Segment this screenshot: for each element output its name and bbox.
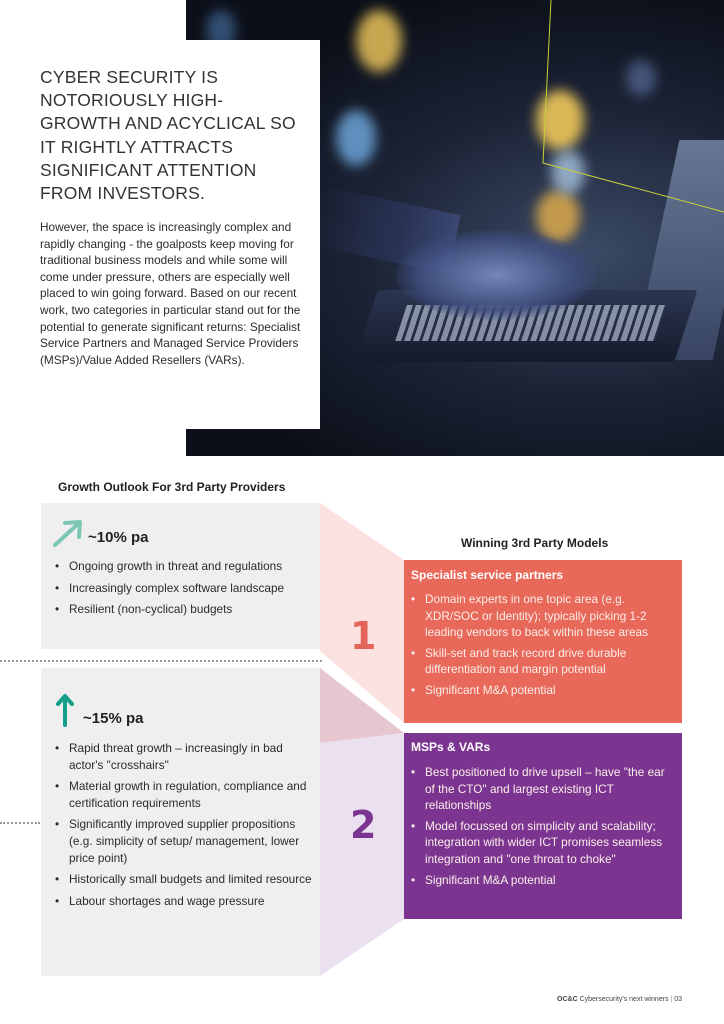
list-item: • Material growth in regulation, compliance and certification requirements	[55, 778, 313, 811]
list-item: • Best positioned to drive upsell – have "the ear of the CTO" and largest existing ICT relationships	[411, 764, 676, 814]
arrow-up-right-icon	[51, 519, 85, 549]
growth-bullets	[55, 558, 313, 618]
list-item: • Resilient (non-cyclical) budgets	[55, 601, 313, 618]
growth-rate-15: ~15% pa	[83, 710, 144, 727]
footer-title: Cybersecurity's next winners	[579, 996, 669, 1003]
list-item: • Significant M&A potential	[411, 872, 676, 889]
model-heading: Specialist service partners	[411, 568, 564, 582]
list-item: • Significantly improved supplier propositions (e.g. simplicity of setup/ management, lower price point)	[55, 816, 313, 866]
page-footer	[557, 996, 682, 1003]
model-box-specialist	[404, 560, 682, 723]
dotted-divider	[0, 822, 40, 824]
footer-separator: |	[670, 996, 673, 1003]
footer-brand: OC&C	[557, 996, 578, 1003]
growth-panel-15pa	[41, 668, 320, 976]
intro-card	[0, 40, 320, 429]
list-item: • Labour shortages and wage pressure	[55, 893, 313, 910]
dotted-divider	[0, 660, 322, 662]
list-item: • Rapid threat growth – increasingly in bad actor's "crosshairs"	[55, 740, 313, 773]
model-heading: MSPs & VARs	[411, 740, 491, 754]
list-item: • Skill-set and track record drive durable differentiation and margin potential	[411, 645, 676, 678]
list-item: • Domain experts in one topic area (e.g. XDR/SOC or Identity); typically picking 1-2 leading vendors to back within these areas	[411, 591, 676, 641]
model-bullets	[411, 591, 676, 699]
winning-models-title: Winning 3rd Party Models	[461, 536, 609, 550]
intro-body: However, the space is increasingly complex and rapidly changing - the goalposts keep moving for traditional business models and while some will come under pressure, others are especially well placed to win going forward. Based on our recent work, two categories in particular stand out for the potential to generate significant returns: Specialist Service Partners and Managed Service Providers (MSPs)/Value Added Resellers (VARs).	[40, 220, 301, 367]
growth-panel-10pa	[41, 503, 320, 649]
list-item: • Ongoing growth in threat and regulations	[55, 558, 313, 575]
connector-shapes	[320, 503, 404, 976]
model-number-1: 1	[350, 614, 377, 658]
list-item: • Historically small budgets and limited resource	[55, 871, 313, 888]
model-box-msps-vars	[404, 733, 682, 919]
list-item: • Increasingly complex software landscape	[55, 580, 313, 597]
page-number: 03	[674, 996, 682, 1003]
growth-rate-10: ~10% pa	[88, 529, 149, 546]
growth-bullets	[55, 740, 313, 909]
growth-outlook-title: Growth Outlook For 3rd Party Providers	[58, 480, 286, 494]
model-bullets	[411, 764, 676, 888]
list-item: • Model focussed on simplicity and scalability; integration with wider ICT promises seamless integration and "one throat to choke"	[411, 818, 676, 868]
arrow-up-icon	[56, 693, 74, 727]
model-number-2: 2	[350, 803, 377, 847]
intro-headline: CYBER SECURITY IS NOTORIOUSLY HIGH-GROWTH AND ACYCLICAL SO IT RIGHTLY ATTRACTS SIGNIFICANT ATTENTION FROM INVESTORS.	[40, 67, 296, 204]
list-item: • Significant M&A potential	[411, 682, 676, 699]
